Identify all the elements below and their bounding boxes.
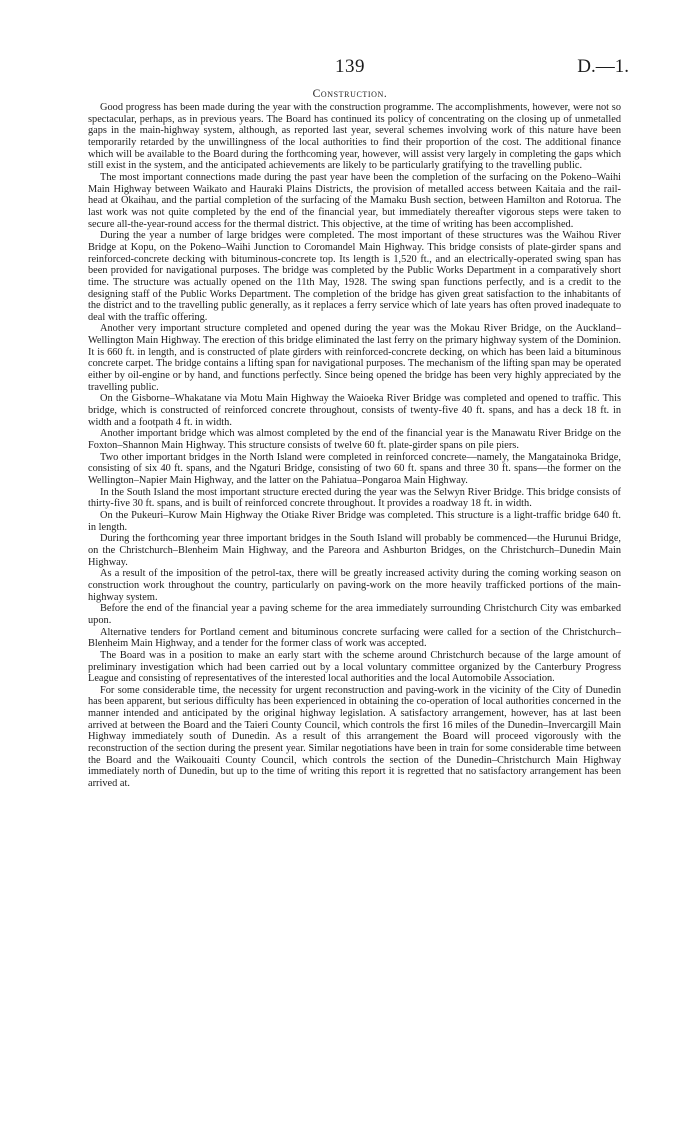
paragraph: The most important connections made during the past year have been the completion of the surfacing on the Pokeno–Waihi Main Highway between Waikato and Hauraki Plains Districts, the provision of metalled access between Kaitaia and the rail-head at Okaihau, and the partial completion of the surfacing of the Mamaku Bush section, between Hamilton and Rotorua. The last work was not quite completed by the end of the financial year, but immediately thereafter vigorous steps were taken to secure all-the-year-round access for the thermal district. This objective, at the time of writing has been accomplished. — [88, 171, 621, 230]
paragraph: Alternative tenders for Portland cement and bituminous concrete surfacing were called for a section of the Christchurch–Blenheim Main Highway, and a tender for the former class of work was accepted. — [88, 626, 621, 650]
section-heading: Construction. — [312, 88, 388, 100]
paragraph: In the South Island the most important structure erected during the year was the Selwyn River Bridge. This bridge consists of thirty-five 30 ft. spans, and is built of reinforced concrete throughout. It provides a roadway 18 ft. in width. — [88, 486, 621, 510]
paragraph: As a result of the imposition of the petrol-tax, there will be greatly increased activity during the coming working season on construction work throughout the country, particularly on paving-work on the more heavily trafficked portions of the main-highway system. — [88, 568, 621, 603]
paragraph: On the Pukeuri–Kurow Main Highway the Otiake River Bridge was completed. This structure is a light-traffic bridge 640 ft. in length. — [88, 509, 621, 533]
page-number: 139 — [335, 56, 365, 77]
paragraph: During the year a number of large bridges were completed. The most important of these structures was the Waihou River Bridge at Kopu, on the Pokeno–Waihi Junction to Coromandel Main Highway. This bridge consists of plate-girder spans and reinforced-concrete decking with bituminous-concrete top. Its length is 1,520 ft., and an electrically-operated swing span has been provided for navigational purposes. The bridge was completed by the Public Works Department in a comparatively short time. The structure was actually opened on the 11th May, 1928. The swing span functions perfectly, and is a credit to the designing staff of the Public Works Department. The completion of the bridge has given great satisfaction to the inhabitants of the district and to the travelling public generally, as it replaces a ferry service which of late years has often proved inadequate to deal with the traffic offering. — [88, 230, 621, 323]
document-reference: D.—1. — [577, 56, 629, 77]
body-text — [88, 102, 621, 790]
paragraph: Another very important structure completed and opened during the year was the Mokau River Bridge, on the Auckland–Wellington Main Highway. The erection of this bridge eliminated the last ferry on the primary highway system of the Dominion. It is 660 ft. in length, and is constructed of plate girders with reinforced-concrete decking, on which has been laid a bituminous concrete carpet. The bridge contains a lifting span for navigational purposes. The mechanism of the lifting span may be operated either by oil-engine or by hand, and functions perfectly. Since being opened the bridge has been very highly appreciated by the travelling public. — [88, 323, 621, 393]
paragraph: Another important bridge which was almost completed by the end of the financial year is the Manawatu River Bridge on the Foxton–Shannon Main Highway. This structure consists of twelve 60 ft. plate-girder spans on pile piers. — [88, 428, 621, 452]
paragraph: Good progress has been made during the year with the construction programme. The accomplishments, however, were not so spectacular, perhaps, as in previous years. The Board has continued its policy of concentrating on the closing up of unmetalled gaps in the main-highway system, although, as reported last year, several schemes involving work of this nature have been temporarily retarded by the unwillingness of the local authorities to find their proportion of the cost. The additional finance which will be available to the Board during the forthcoming year, however, will assist very largely in completing the gaps which still exist in the system, and the anticipated achievements are likely to be particularly gratifying to the travelling public. — [88, 102, 621, 172]
paragraph: For some considerable time, the necessity for urgent reconstruction and paving-work in the vicinity of the City of Dunedin has been apparent, but serious difficulty has been experienced in obtaining the co-operation of local authorities concerned in the manner intended and anticipated by the original highway legislation. A satisfactory arrangement, however, has at last been arrived at between the Board and the Taieri County Council, which controls the first 16 miles of the Dunedin–Invercargill Main Highway immediately south of Dunedin. As a result of this arrangement the Board will proceed vigorously with the reconstruction of the section during the present year. Similar negotiations have been in train for some considerable time between the Board and the Waikouaiti County Council, which controls the section of the Dunedin–Christchurch Main Highway immediately north of Dunedin, but up to the time of writing this report it is regretted that no satisfactory arrangement has been arrived at. — [88, 684, 621, 790]
paragraph: The Board was in a position to make an early start with the scheme around Christchurch because of the large amount of preliminary investigation which had been carried out by a local voluntary committee organized by the Canterbury Progress League and consisting of representatives of the interested local authorities and the local Automobile Association. — [88, 649, 621, 685]
paragraph: Before the end of the financial year a paving scheme for the area immediately surrounding Christchurch City was embarked upon. — [88, 603, 621, 626]
paragraph: On the Gisborne–Whakatane via Motu Main Highway the Waioeka River Bridge was completed and opened to traffic. This bridge, which is constructed of reinforced concrete throughout, consists of twenty-five 40 ft. spans, and has a deck 18 ft. in width and a footpath 4 ft. in width. — [88, 393, 621, 428]
paragraph: During the forthcoming year three important bridges in the South Island will probably be commenced—the Hurunui Bridge, on the Christchurch–Blenheim Main Highway, and the Pareora and Ashburton Bridges, on the Christchurch–Dunedin Main Highway. — [88, 533, 621, 568]
paragraph: Two other important bridges in the North Island were completed in reinforced concrete—namely, the Mangatainoka Bridge, consisting of six 40 ft. spans, and the Ngaturi Bridge, consisting of two 60 ft. spans and three 30 ft. spans—the former on the Wellington–Napier Main Highway, and the latter on the Pahiatua–Pongaroa Main Highway. — [88, 451, 621, 486]
